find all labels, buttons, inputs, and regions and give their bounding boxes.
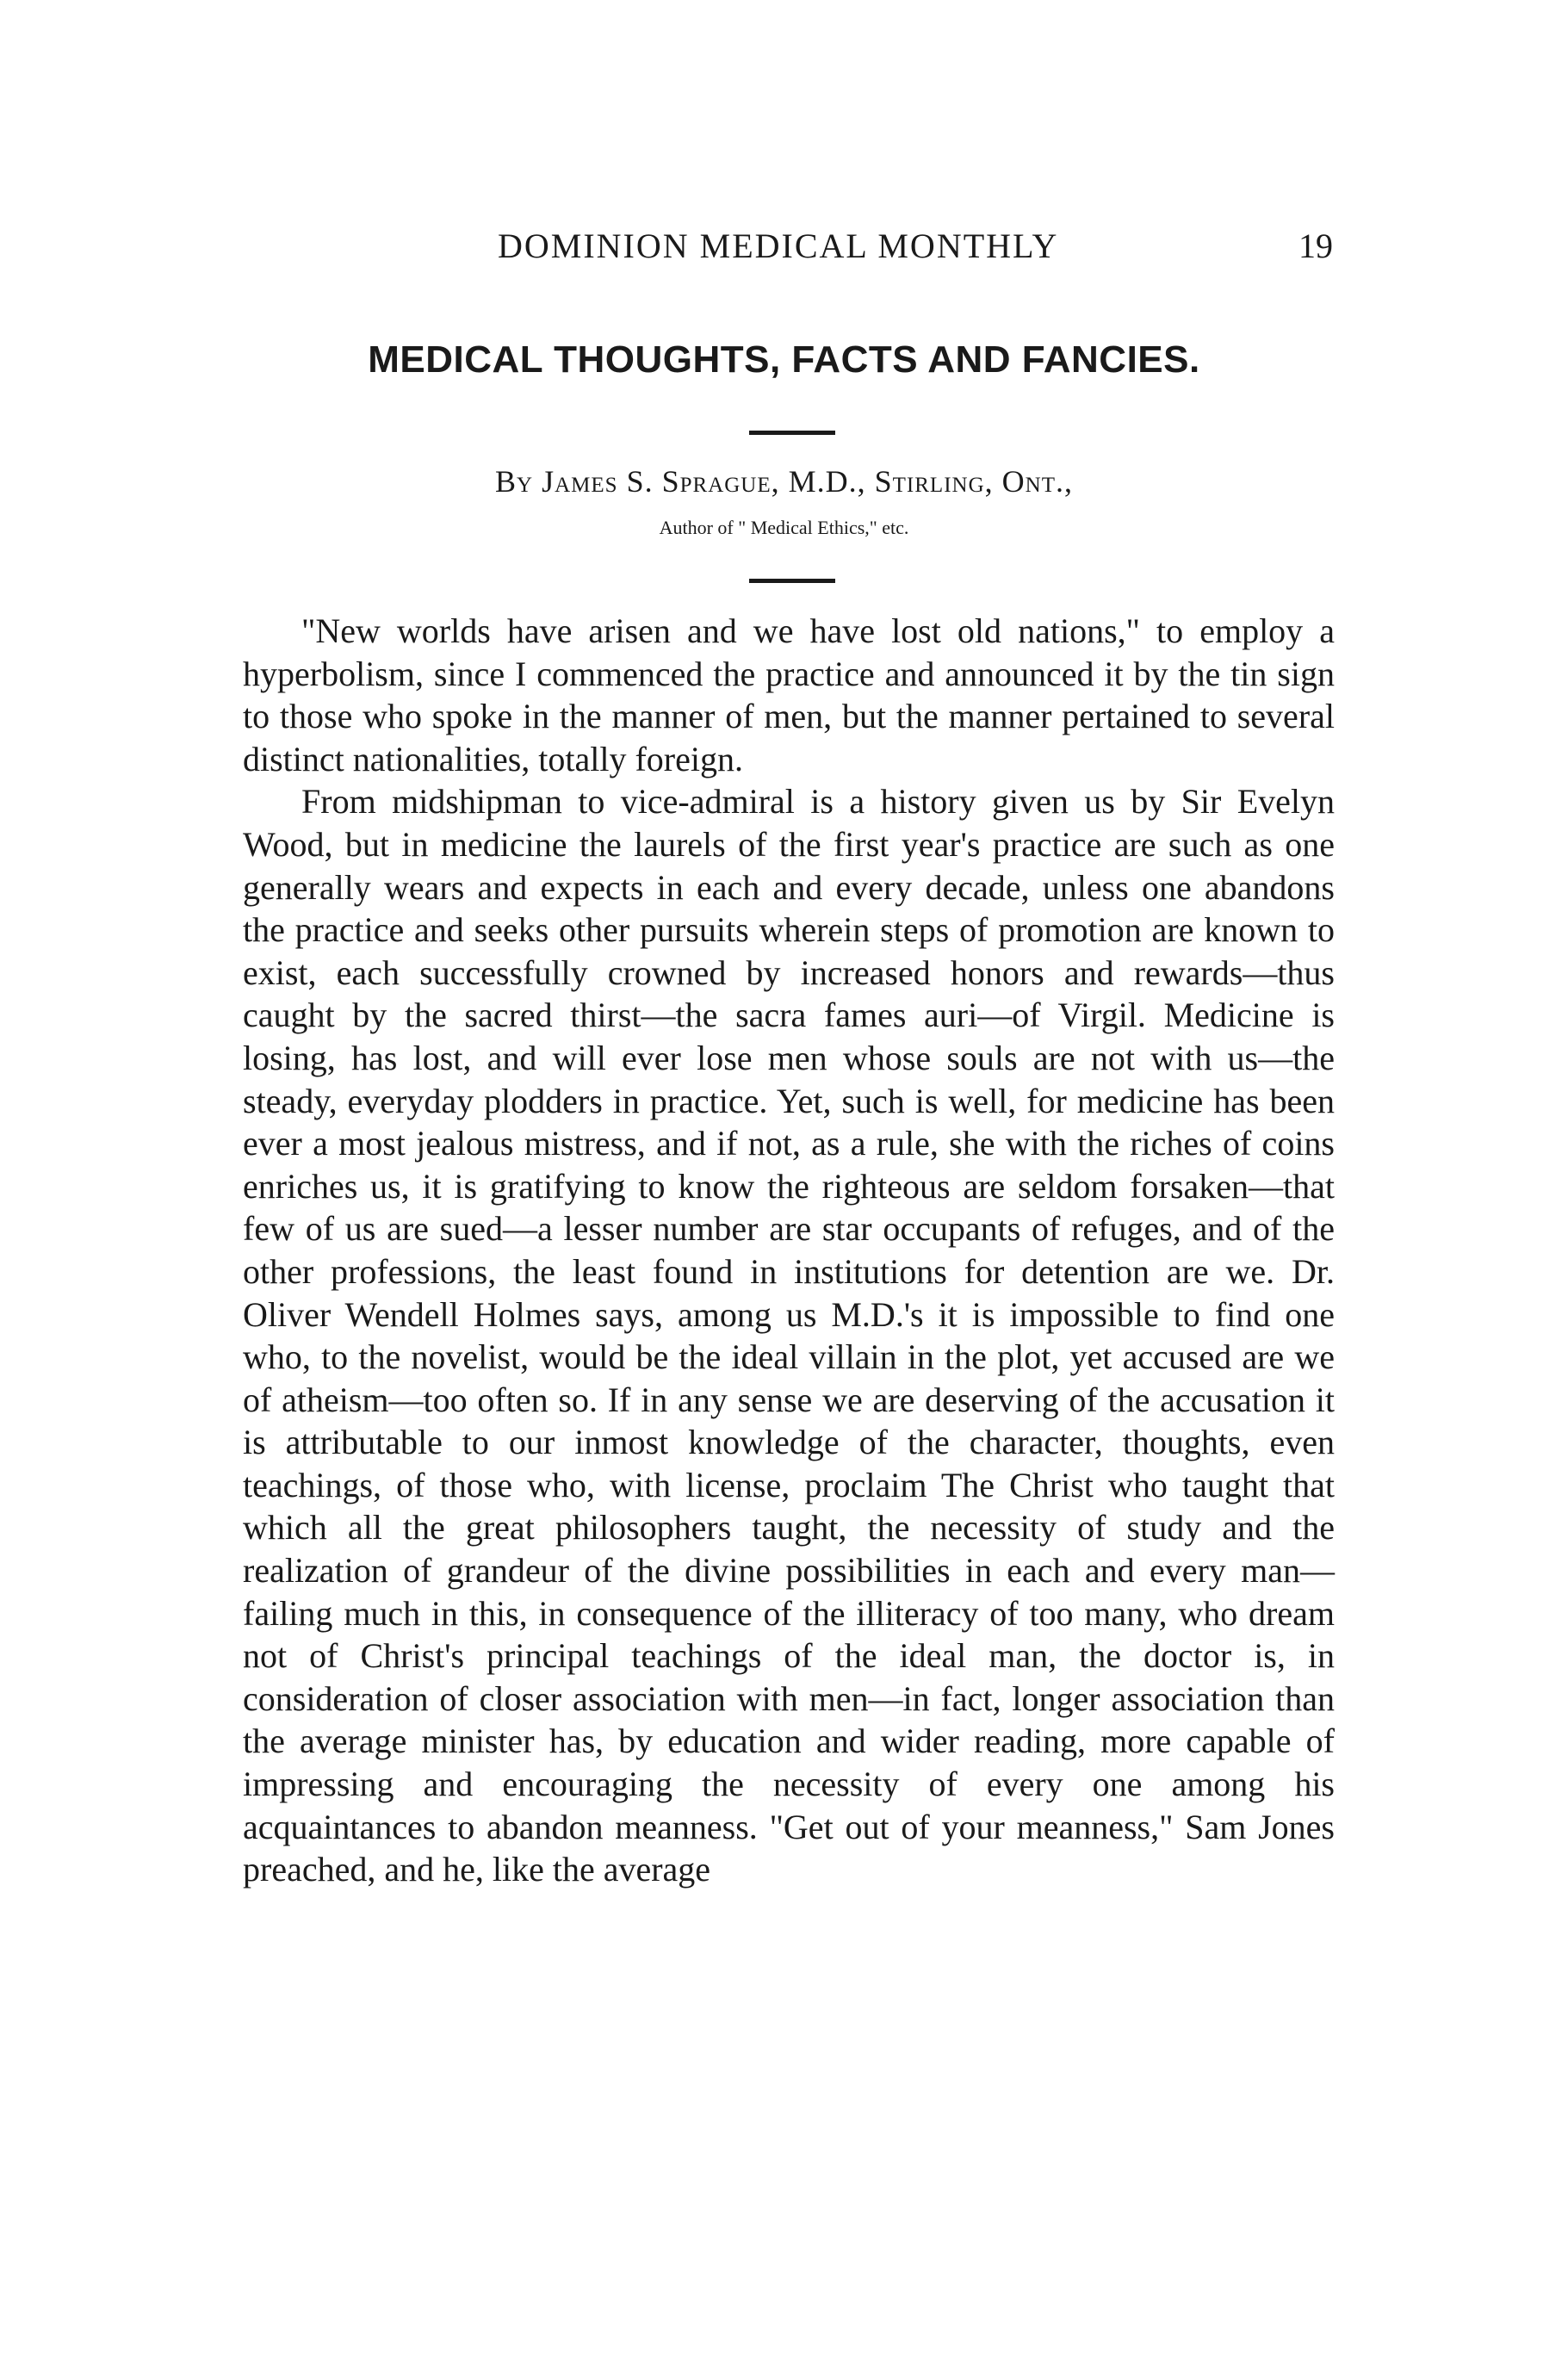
page-number: 19 <box>1298 226 1333 265</box>
title-rule <box>749 431 835 435</box>
author-note: Author of " Medical Ethics," etc. <box>659 517 909 538</box>
byline <box>0 463 1568 499</box>
paragraph: "New worlds have arisen and we have lost old nations," to employ a hyperbolism, since I commenced the practice and announced it by the tin sign to those who spoke in the manner of men, but the manner pertained to several distinct nationalities, totally foreign. <box>243 611 1335 778</box>
paragraph: From midshipman to vice-admiral is a history given us by Sir Evelyn Wood, but in medicine the laurels of the first year's practice are such as one generally wears and expects in each and every decade, unless one abandons the practice and seeks other pursuits wherein steps of promotion are known to exist, each successfully crowned by increased honors and rewards—thus caught by the sacred thirst—the sacra fames auri—of Virgil. Medicine is losing, has lost, and will ever lose men whose souls are not with us—the steady, everyday plodders in practice. Yet, such is well, for medicine has been ever a most jealous mistress, and if not, as a rule, she with the riches of coins enriches us, it is gratifying to know the righteous are seldom forsaken—that few of us are sued—a lesser number are star occupants of refuges, and of the other professions, the least found in institutions for detention are we. Dr. Oliver Wendell Holmes says, among us M.D.'s it is impossible to find one who, to the novelist, would be the ideal villain in the plot, yet accused are we of atheism—too often so. If in any sense we are deserving of the accusation it is attributable to our inmost knowledge of the character, thoughts, even teachings, of those who, with license, proclaim The Christ who taught that which all the great philosophers taught, the necessity of study and the realization of grandeur of the divine possibilities in each and every man—failing much in this, in consequence of the illiteracy of too many, who dream not of Christ's principal teachings of the ideal man, the doctor is, in consideration of closer association with men—in fact, longer association than the average minister has, by education and wider reading, more capable of impressing and encouraging the necessity of every one among his acquaintances to abandon meanness. "Get out of your meanness," Sam Jones preached, and he, like the average <box>243 782 1335 1889</box>
byline-author: James S. Sprague, M.D., Stirling, Ont., <box>542 464 1073 499</box>
byline-prefix: By <box>495 464 534 499</box>
article-title: MEDICAL THOUGHTS, FACTS AND FANCIES. <box>368 338 1200 381</box>
running-head: DOMINION MEDICAL MONTHLY <box>498 226 1059 265</box>
article-body <box>243 610 1335 1891</box>
byline-rule <box>749 579 835 583</box>
